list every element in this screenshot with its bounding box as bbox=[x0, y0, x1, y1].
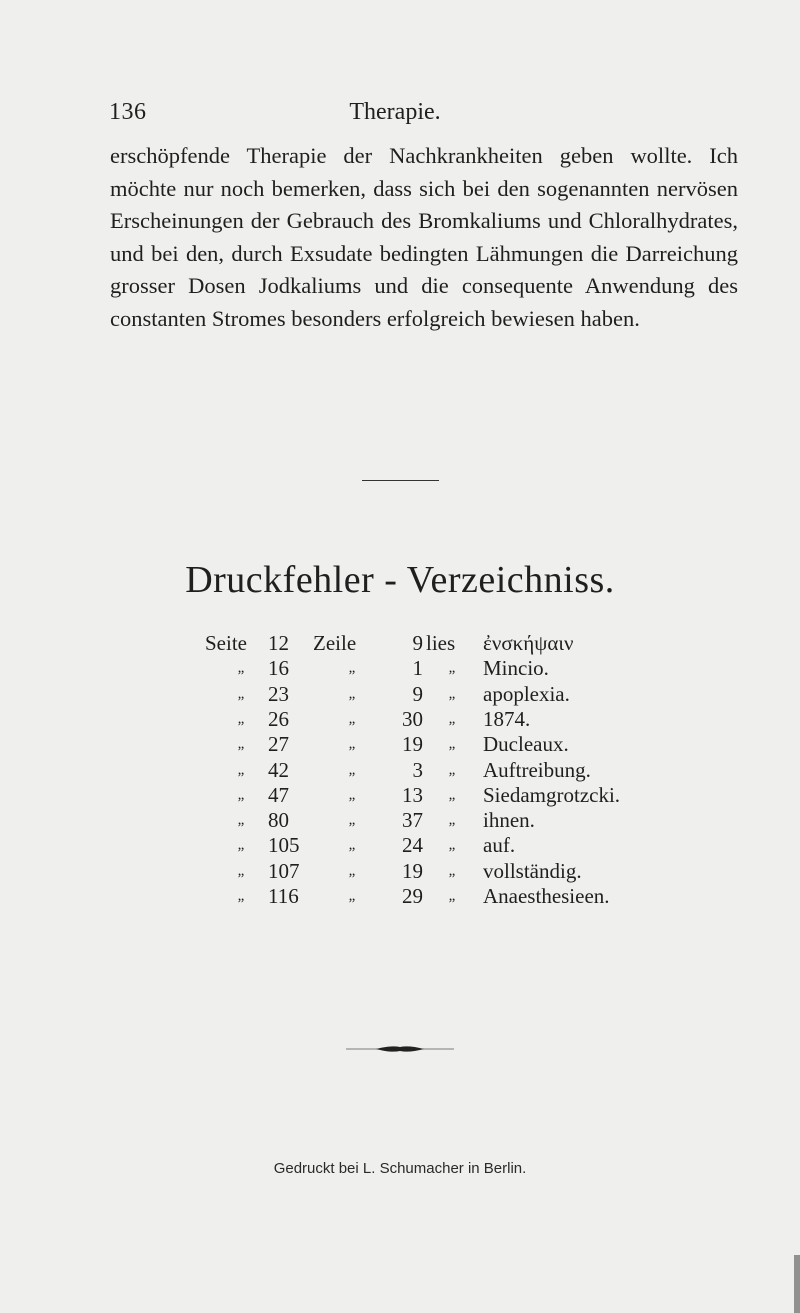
errata-correction: Mincio. bbox=[483, 656, 549, 681]
errata-line-number: 13 bbox=[402, 782, 423, 807]
errata-page-number: 105 bbox=[268, 833, 300, 858]
lies-label: lies bbox=[426, 631, 456, 655]
ditto-mark: „ bbox=[348, 837, 356, 854]
ditto-mark: „ bbox=[348, 736, 356, 753]
errata-correction: vollständig. bbox=[483, 858, 582, 883]
ditto-mark: „ bbox=[348, 786, 356, 803]
errata-correction: Anaesthesieen. bbox=[483, 884, 610, 908]
ditto-mark: „ bbox=[448, 761, 456, 778]
ditto-mark: „ bbox=[448, 786, 456, 803]
ditto-mark: „ bbox=[448, 888, 456, 904]
running-head: Therapie. bbox=[349, 99, 441, 125]
errata-line-number: 19 bbox=[402, 732, 423, 757]
ditto-mark: „ bbox=[348, 710, 356, 727]
body-paragraph: erschöpfende Therapie der Nachkrankheiten geben wollte. Ich möchte nur noch bemerken, dass sich bei den sogenannten nervösen Erscheinungen der Gebrauch des Bromkaliums und Chloralhydrates, und bei den, durch Exsudate bedingten Lähmungen die Darreichung grosser Dosen Jodkaliums und die consequente Anwendung des constanten Stromes besonders erfolgreich bewiesen haben. bbox=[110, 143, 738, 331]
errata-correction: apoplexia. bbox=[483, 681, 570, 706]
errata-correction: Auftreibung. bbox=[483, 757, 591, 782]
errata-line-number: 37 bbox=[402, 808, 423, 833]
errata-line-number: 1 bbox=[412, 656, 423, 681]
ditto-mark: „ bbox=[237, 786, 245, 803]
ditto-mark: „ bbox=[348, 660, 356, 677]
errata-correction: 1874. bbox=[483, 706, 531, 731]
page-edge-mark bbox=[794, 1255, 800, 1313]
errata-line-number: 24 bbox=[402, 833, 423, 858]
ditto-mark: „ bbox=[448, 660, 456, 677]
ditto-mark: „ bbox=[448, 685, 456, 702]
errata-correction: ἐνσκήψαιν bbox=[483, 631, 574, 655]
ditto-mark: „ bbox=[348, 761, 356, 778]
errata-correction: Ducleaux. bbox=[483, 732, 569, 757]
ditto-mark: „ bbox=[448, 710, 456, 727]
ditto-mark: „ bbox=[448, 812, 456, 829]
ditto-mark: „ bbox=[237, 812, 245, 829]
ditto-mark: „ bbox=[237, 685, 245, 702]
ditto-mark: „ bbox=[348, 862, 356, 879]
ditto-mark: „ bbox=[237, 888, 245, 904]
errata-page-number: 47 bbox=[268, 782, 289, 807]
errata-title: Druckfehler - Verzeichniss. bbox=[185, 559, 615, 601]
errata-line-number: 9 bbox=[412, 631, 423, 655]
errata-page-number: 26 bbox=[268, 706, 289, 731]
ditto-mark: „ bbox=[237, 710, 245, 727]
ditto-mark: „ bbox=[448, 837, 456, 854]
ditto-mark: „ bbox=[237, 761, 245, 778]
ditto-mark: „ bbox=[237, 660, 245, 677]
errata-page-number: 23 bbox=[268, 681, 289, 706]
ditto-mark: „ bbox=[448, 862, 456, 879]
errata-line-number: 29 bbox=[402, 884, 423, 908]
errata-page-number: 80 bbox=[268, 808, 289, 833]
ditto-mark: „ bbox=[237, 736, 245, 753]
errata-page-number: 42 bbox=[268, 757, 289, 782]
errata-page-number: 116 bbox=[268, 884, 299, 908]
ditto-mark: „ bbox=[348, 685, 356, 702]
ditto-mark: „ bbox=[448, 736, 456, 753]
errata-page-number: 107 bbox=[268, 858, 300, 883]
zeile-label: Zeile bbox=[313, 631, 357, 655]
errata-correction: Siedamgrotzcki. bbox=[483, 782, 621, 807]
errata-page-number: 12 bbox=[268, 631, 289, 655]
ditto-mark: „ bbox=[237, 837, 245, 854]
errata-line-number: 19 bbox=[402, 858, 423, 883]
seite-label: Seite bbox=[205, 631, 247, 655]
errata-line-number: 3 bbox=[412, 757, 423, 782]
ditto-mark: „ bbox=[237, 862, 245, 879]
errata-line-number: 30 bbox=[402, 706, 423, 731]
printer-imprint: Gedruckt bei L. Schumacher in Berlin. bbox=[273, 1160, 527, 1177]
errata-page-number: 27 bbox=[268, 732, 289, 757]
errata-correction: ihnen. bbox=[483, 808, 535, 833]
ditto-mark: „ bbox=[348, 812, 356, 829]
errata-page-number: 16 bbox=[268, 656, 289, 681]
errata-correction: auf. bbox=[483, 833, 516, 858]
ornament-flourish bbox=[346, 1044, 454, 1054]
ditto-mark: „ bbox=[348, 888, 356, 904]
page-number: 136 bbox=[109, 99, 147, 125]
errata-line-number: 9 bbox=[412, 681, 423, 706]
